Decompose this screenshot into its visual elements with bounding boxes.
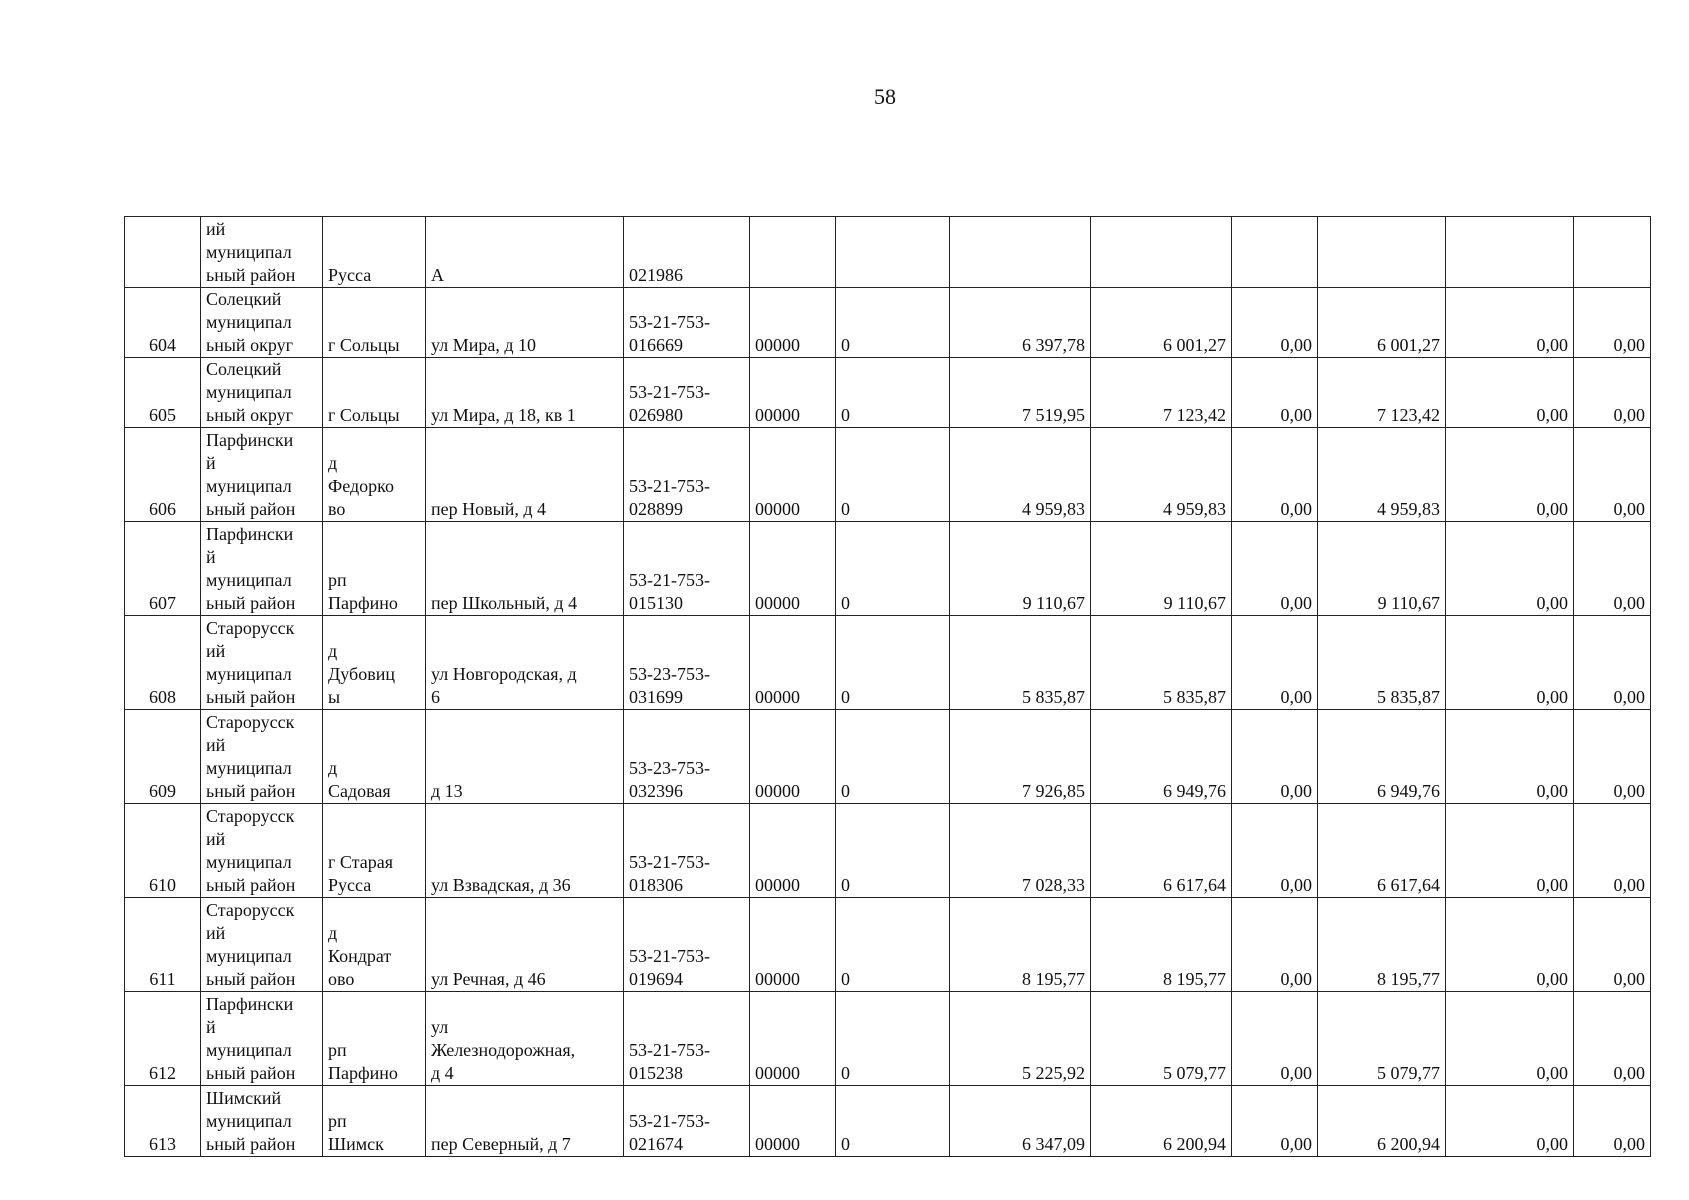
amount-cell-3: 0,00 [1232,992,1318,1086]
amount-cell-1: 5 225,92 [950,992,1091,1086]
amount-cell-2: 5 079,77 [1091,992,1232,1086]
code-cell: 021986 [624,217,750,288]
empty-cell [1318,217,1446,288]
amount-cell-6: 0,00 [1574,288,1651,358]
table-row [125,616,1651,710]
row-number-cell: 608 [125,616,201,710]
address-cell: пер Северный, д 7 [426,1086,624,1157]
amount-cell-3: 0,00 [1232,428,1318,522]
amount-cell-3: 0,00 [1232,710,1318,804]
district-cell: Солецкий муниципал ьный округ [201,288,323,358]
code-cell: 53-21-753- 019694 [624,898,750,992]
amount-cell-6: 0,00 [1574,898,1651,992]
district-cell: Солецкий муниципал ьный округ [201,358,323,428]
district-cell: Старорусск ий муниципал ьный район [201,616,323,710]
amount-cell-6: 0,00 [1574,428,1651,522]
district-cell: Старорусск ий муниципал ьный район [201,710,323,804]
amount-cell-2: 8 195,77 [1091,898,1232,992]
flag-cell: 0 [836,288,950,358]
amount-cell-6: 0,00 [1574,710,1651,804]
district-cell: Шимский муниципал ьный район [201,1086,323,1157]
settlement-cell: г Сольцы [323,358,426,428]
address-cell: ул Новгородская, д 6 [426,616,624,710]
settlement-cell: д Дубовиц ы [323,616,426,710]
amount-cell-5: 0,00 [1446,710,1574,804]
address-cell: пер Новый, д 4 [426,428,624,522]
code-cell: 53-23-753- 032396 [624,710,750,804]
settlement-cell: Русса [323,217,426,288]
code-suffix-cell: 00000 [750,992,836,1086]
code-suffix-cell: 00000 [750,358,836,428]
settlement-cell: г Сольцы [323,288,426,358]
code-suffix-cell: 00000 [750,804,836,898]
code-cell: 53-21-753- 016669 [624,288,750,358]
continuation-row [125,217,1651,288]
amount-cell-5: 0,00 [1446,804,1574,898]
amount-cell-4: 8 195,77 [1318,898,1446,992]
code-suffix-cell: 00000 [750,710,836,804]
flag-cell: 0 [836,804,950,898]
district-cell: Парфински й муниципал ьный район [201,992,323,1086]
amount-cell-6: 0,00 [1574,992,1651,1086]
row-number-cell: 609 [125,710,201,804]
flag-cell: 0 [836,898,950,992]
amount-cell-3: 0,00 [1232,288,1318,358]
row-number-cell [125,217,201,288]
empty-cell [1574,217,1651,288]
row-number-cell: 612 [125,992,201,1086]
empty-cell [1232,217,1318,288]
table-row [125,992,1651,1086]
amount-cell-2: 6 949,76 [1091,710,1232,804]
code-cell: 53-21-753- 021674 [624,1086,750,1157]
amount-cell-5: 0,00 [1446,898,1574,992]
amount-cell-6: 0,00 [1574,804,1651,898]
amount-cell-3: 0,00 [1232,898,1318,992]
row-number-cell: 610 [125,804,201,898]
amount-cell-3: 0,00 [1232,358,1318,428]
amount-cell-6: 0,00 [1574,358,1651,428]
amount-cell-2: 6 200,94 [1091,1086,1232,1157]
flag-cell: 0 [836,428,950,522]
settlement-cell: рп Шимск [323,1086,426,1157]
flag-cell: 0 [836,710,950,804]
amount-cell-4: 6 617,64 [1318,804,1446,898]
flag-cell: 0 [836,358,950,428]
amount-cell-5: 0,00 [1446,358,1574,428]
row-number-cell: 605 [125,358,201,428]
row-number-cell: 607 [125,522,201,616]
amount-cell-4: 6 001,27 [1318,288,1446,358]
district-cell: Парфински й муниципал ьный район [201,428,323,522]
code-suffix-cell: 00000 [750,616,836,710]
district-cell: Старорусск ий муниципал ьный район [201,804,323,898]
settlement-cell: рп Парфино [323,992,426,1086]
district-cell: Старорусск ий муниципал ьный район [201,898,323,992]
row-number-cell: 606 [125,428,201,522]
amount-cell-1: 7 028,33 [950,804,1091,898]
amount-cell-5: 0,00 [1446,992,1574,1086]
code-cell: 53-21-753- 028899 [624,428,750,522]
amount-cell-2: 4 959,83 [1091,428,1232,522]
row-number-cell: 611 [125,898,201,992]
address-cell: ул Мира, д 10 [426,288,624,358]
table-row [125,804,1651,898]
amount-cell-6: 0,00 [1574,616,1651,710]
table-body [125,217,1651,1157]
address-cell: А [426,217,624,288]
amount-cell-3: 0,00 [1232,616,1318,710]
amount-cell-3: 0,00 [1232,1086,1318,1157]
register-table [124,216,1651,1157]
amount-cell-1: 7 519,95 [950,358,1091,428]
amount-cell-5: 0,00 [1446,288,1574,358]
amount-cell-1: 8 195,77 [950,898,1091,992]
code-suffix-cell: 00000 [750,288,836,358]
amount-cell-2: 9 110,67 [1091,522,1232,616]
empty-cell [1446,217,1574,288]
flag-cell: 0 [836,992,950,1086]
address-cell: д 13 [426,710,624,804]
table-row [125,428,1651,522]
settlement-cell: д Кондрат ово [323,898,426,992]
amount-cell-1: 7 926,85 [950,710,1091,804]
amount-cell-4: 7 123,42 [1318,358,1446,428]
amount-cell-6: 0,00 [1574,1086,1651,1157]
amount-cell-5: 0,00 [1446,428,1574,522]
settlement-cell: г Старая Русса [323,804,426,898]
table-row [125,898,1651,992]
amount-cell-5: 0,00 [1446,616,1574,710]
row-number-cell: 613 [125,1086,201,1157]
amount-cell-2: 6 617,64 [1091,804,1232,898]
amount-cell-1: 4 959,83 [950,428,1091,522]
flag-cell: 0 [836,1086,950,1157]
empty-cell [950,217,1091,288]
code-cell: 53-21-753- 026980 [624,358,750,428]
code-cell: 53-23-753- 031699 [624,616,750,710]
amount-cell-1: 5 835,87 [950,616,1091,710]
code-cell: 53-21-753- 018306 [624,804,750,898]
amount-cell-4: 9 110,67 [1318,522,1446,616]
amount-cell-1: 6 347,09 [950,1086,1091,1157]
amount-cell-4: 4 959,83 [1318,428,1446,522]
settlement-cell: д Федорко во [323,428,426,522]
amount-cell-4: 6 200,94 [1318,1086,1446,1157]
amount-cell-6: 0,00 [1574,522,1651,616]
empty-cell [836,217,950,288]
table-row [125,288,1651,358]
table-row [125,1086,1651,1157]
district-cell: Парфински й муниципал ьный район [201,522,323,616]
amount-cell-4: 5 835,87 [1318,616,1446,710]
row-number-cell: 604 [125,288,201,358]
settlement-cell: д Садовая [323,710,426,804]
flag-cell: 0 [836,616,950,710]
code-suffix-cell: 00000 [750,428,836,522]
amount-cell-4: 6 949,76 [1318,710,1446,804]
table-row [125,358,1651,428]
address-cell: ул Речная, д 46 [426,898,624,992]
table-row [125,710,1651,804]
empty-cell [1091,217,1232,288]
amount-cell-1: 6 397,78 [950,288,1091,358]
district-cell: ий муниципал ьный район [201,217,323,288]
code-cell: 53-21-753- 015130 [624,522,750,616]
amount-cell-4: 5 079,77 [1318,992,1446,1086]
address-cell: ул Мира, д 18, кв 1 [426,358,624,428]
amount-cell-2: 5 835,87 [1091,616,1232,710]
flag-cell: 0 [836,522,950,616]
amount-cell-3: 0,00 [1232,804,1318,898]
empty-cell [750,217,836,288]
address-cell: пер Школьный, д 4 [426,522,624,616]
code-suffix-cell: 00000 [750,1086,836,1157]
settlement-cell: рп Парфино [323,522,426,616]
amount-cell-3: 0,00 [1232,522,1318,616]
page-number: 58 [874,84,896,109]
address-cell: ул Взвадская, д 36 [426,804,624,898]
amount-cell-1: 9 110,67 [950,522,1091,616]
address-cell: ул Железнодорожная, д 4 [426,992,624,1086]
amount-cell-2: 6 001,27 [1091,288,1232,358]
code-suffix-cell: 00000 [750,522,836,616]
amount-cell-5: 0,00 [1446,1086,1574,1157]
code-cell: 53-21-753- 015238 [624,992,750,1086]
code-suffix-cell: 00000 [750,898,836,992]
amount-cell-2: 7 123,42 [1091,358,1232,428]
amount-cell-5: 0,00 [1446,522,1574,616]
table-row [125,522,1651,616]
